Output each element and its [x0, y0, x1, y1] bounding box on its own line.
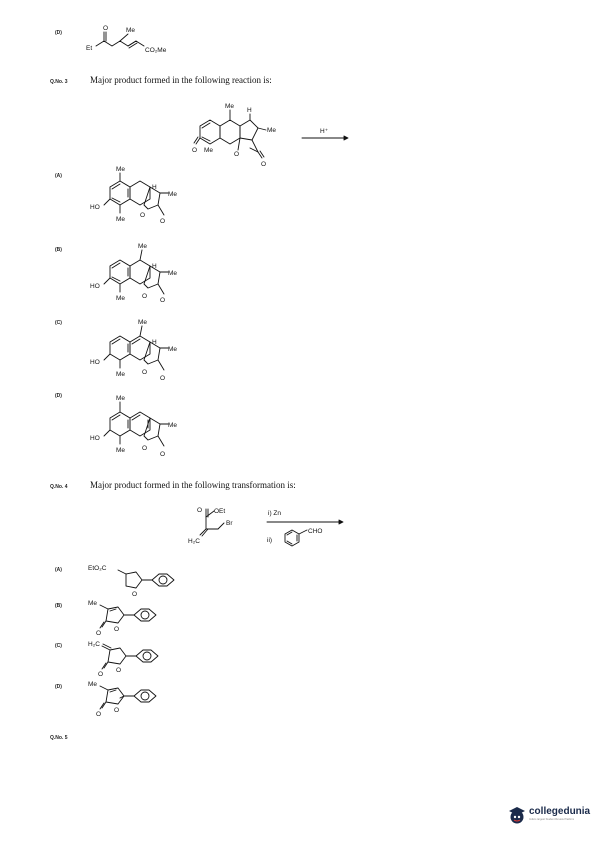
q3-option-d-structure: [88, 388, 188, 464]
brand-tagline: India's largest Student Review Platform: [529, 818, 575, 821]
svg-text:Me: Me: [116, 447, 126, 454]
question-3-number: Q.No. 3: [50, 79, 68, 85]
brand-name: collegedunia: [529, 806, 591, 817]
prev-option-d-label: (D): [55, 30, 62, 36]
q4-option-a-structure: [88, 560, 188, 600]
svg-text:O: O: [96, 711, 102, 718]
question-5-number: Q.No. 5: [50, 735, 68, 741]
svg-text:HO: HO: [90, 435, 100, 442]
svg-text:ii): ii): [267, 537, 273, 544]
q4-reagent-1: i) Zn: [268, 510, 281, 517]
svg-text:Me: Me: [116, 395, 126, 402]
q4-option-c-label: (C): [55, 643, 62, 649]
question-4-text: Major product formed in the following transformation is:: [90, 480, 296, 490]
svg-text:Me: Me: [88, 600, 98, 607]
q3-option-b-structure: [88, 238, 188, 310]
q4-reactant-structure: [188, 505, 258, 549]
q3-reaction-arrow: [300, 128, 350, 142]
svg-text:H⁺: H⁺: [320, 128, 329, 135]
svg-text:Me: Me: [168, 422, 178, 429]
collegedunia-logo[interactable]: [505, 803, 591, 827]
svg-text:HO: HO: [90, 283, 100, 290]
svg-text:O: O: [261, 161, 267, 168]
svg-text:Me: Me: [126, 27, 136, 34]
svg-text:H: H: [247, 107, 252, 114]
svg-text:O: O: [114, 626, 120, 633]
svg-text:O: O: [140, 212, 146, 219]
prev-option-d-structure: [82, 20, 202, 60]
svg-text:Me: Me: [116, 166, 126, 173]
svg-text:O: O: [142, 293, 148, 300]
svg-text:Me: Me: [138, 243, 148, 250]
q4-reaction-arrow: [265, 520, 345, 550]
q4-option-d-label: (D): [55, 684, 62, 690]
q3-option-d-label: (D): [55, 393, 62, 399]
svg-text:Me: Me: [168, 270, 178, 277]
svg-text:O: O: [160, 297, 166, 304]
svg-text:O: O: [96, 630, 102, 637]
q3-option-c-label: (C): [55, 320, 62, 326]
svg-text:HO: HO: [90, 204, 100, 211]
svg-text:Me: Me: [88, 681, 98, 688]
svg-text:O: O: [132, 591, 138, 598]
svg-text:H: H: [152, 339, 157, 346]
svg-text:Br: Br: [226, 520, 233, 527]
question-4-number: Q.No. 4: [50, 484, 68, 490]
svg-text:Me: Me: [267, 127, 277, 134]
svg-text:O: O: [197, 507, 203, 514]
graduate-cap-icon: [507, 805, 527, 825]
svg-text:H: H: [152, 184, 157, 191]
svg-text:O: O: [160, 451, 166, 458]
q4-option-c-structure: [88, 636, 188, 680]
question-3-text: Major product formed in the following reaction is:: [90, 75, 272, 85]
svg-text:Me: Me: [116, 371, 126, 378]
svg-text:O: O: [142, 369, 148, 376]
svg-text:Me: Me: [138, 319, 148, 326]
svg-text:O: O: [142, 445, 148, 452]
q3-reactant-structure: [190, 100, 290, 172]
svg-text:O: O: [114, 707, 120, 714]
svg-text:Me: Me: [116, 295, 126, 302]
svg-text:EtO₂C: EtO₂C: [88, 565, 107, 572]
q4-option-b-structure: [88, 595, 188, 639]
svg-text:O: O: [103, 25, 109, 32]
q4-option-a-label: (A): [55, 567, 62, 573]
q3-option-a-structure: [88, 165, 188, 233]
svg-text:H₂C: H₂C: [188, 538, 200, 545]
svg-text:Me: Me: [204, 147, 214, 154]
q4-option-b-label: (B): [55, 603, 62, 609]
svg-text:O: O: [98, 671, 104, 678]
svg-text:H₂C: H₂C: [88, 641, 100, 648]
svg-text:Et: Et: [86, 45, 93, 52]
svg-text:Me: Me: [168, 346, 178, 353]
q3-option-b-label: (B): [55, 247, 62, 253]
svg-text:Me: Me: [116, 216, 126, 223]
svg-text:O: O: [116, 667, 122, 674]
q3-option-c-structure: [88, 312, 188, 388]
svg-text:O: O: [192, 147, 198, 154]
q3-option-a-label: (A): [55, 173, 62, 179]
svg-text:O: O: [160, 375, 166, 382]
svg-text:Me: Me: [225, 103, 235, 110]
svg-text:Me: Me: [168, 191, 178, 198]
svg-text:O: O: [234, 151, 240, 158]
svg-text:CHO: CHO: [308, 528, 323, 535]
svg-text:OEt: OEt: [214, 508, 226, 515]
q4-option-d-structure: [88, 676, 188, 720]
svg-text:HO: HO: [90, 359, 100, 366]
svg-text:O: O: [160, 218, 166, 225]
svg-text:CO₂Me: CO₂Me: [145, 47, 167, 54]
svg-text:H: H: [152, 263, 157, 270]
